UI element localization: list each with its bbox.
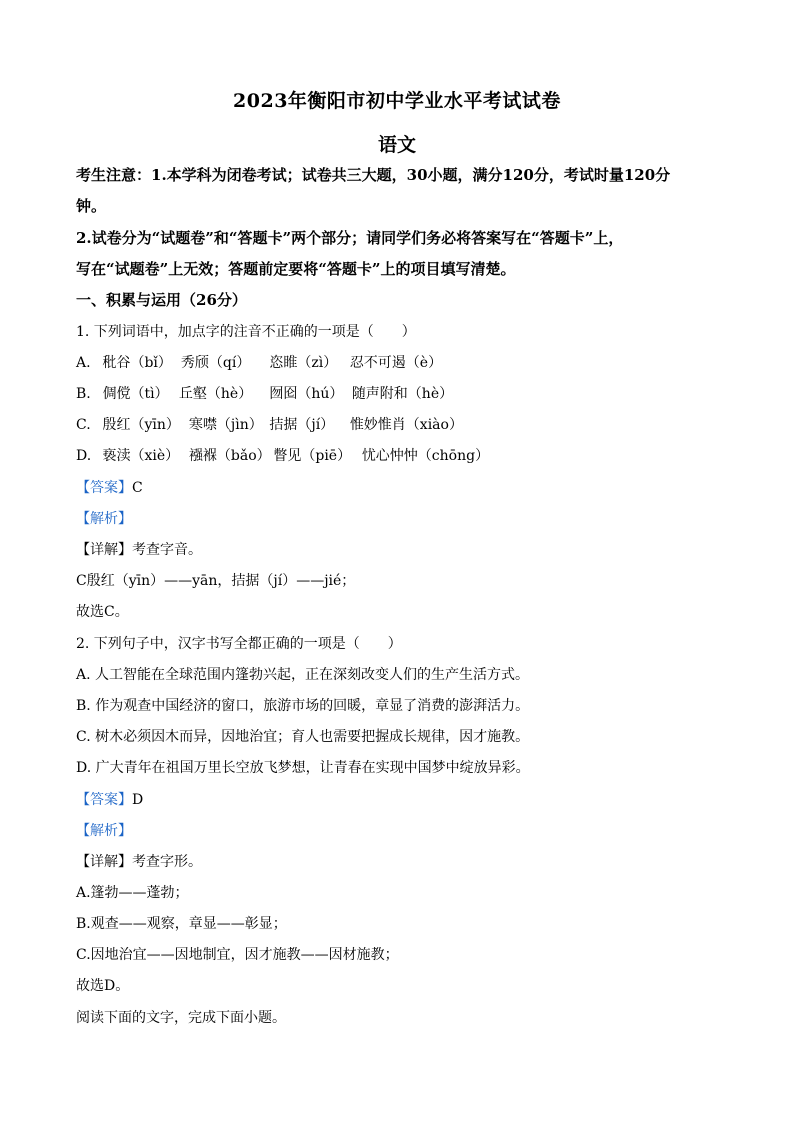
notice-line-2-cont: 写在“试题卷”上无效；答题前定要将“答题卡”上的项目填写清楚。 [76, 260, 516, 278]
q2-analysis-label: 【解析】 [76, 823, 132, 839]
option-word: 秕谷（bǐ） [102, 355, 172, 371]
q1-option-a [76, 353, 442, 373]
q1-detail: 【详解】考查字音。 [76, 542, 202, 558]
page-title: 2023年衡阳市初中学业水平考试试卷 [233, 90, 561, 112]
option-word: 随声附和（hè） [351, 386, 454, 402]
notice-line-1: 考生注意：1.本学科为闭卷考试；试卷共三大题，30小题，满分120分，考试时量120分 [76, 166, 671, 184]
option-letter: B. [76, 386, 91, 402]
q1-answer [76, 478, 143, 498]
q1-conclusion: 故选C。 [76, 604, 129, 620]
q1-explain: C殷红（yīn）——yān，拮据（jí）——jié； [76, 573, 356, 589]
q2-conclusion: 故选D。 [76, 978, 130, 994]
option-word: 秀颀（qí） [180, 355, 251, 371]
option-letter: A. [76, 355, 91, 371]
option-word: 倜傥（tì） [102, 386, 169, 402]
q2-answer [76, 790, 143, 810]
question-1-stem: 1. 下列词语中，加点字的注音不正确的一项是（ ） [76, 324, 416, 340]
option-letter: C. [76, 417, 91, 433]
q1-option-d [76, 446, 489, 466]
q1-option-b [76, 384, 453, 404]
q2-explain-b: B.观查——观察，章显——彰显； [76, 916, 287, 932]
option-word: 瞥见（piē） [273, 448, 352, 464]
option-letter: D. [76, 448, 92, 464]
option-word: 襁褓（bǎo） [188, 448, 271, 464]
notice-line-1-cont: 钟。 [76, 197, 107, 215]
option-word: 亵渎（xiè） [102, 448, 180, 464]
q1-analysis-label: 【解析】 [76, 511, 132, 527]
section-heading: 一、积累与运用（26分） [76, 291, 247, 309]
q2-option-a: A. 人工智能在全球范围内篷勃兴起，正在深刻改变人们的生产生活方式。 [76, 667, 530, 683]
answer-value: C [132, 480, 143, 496]
option-word: 恣睢（zì） [269, 355, 338, 371]
option-word: 丘壑（hè） [178, 386, 253, 402]
q2-option-c: C. 树木必须因木而异，因地治宜；育人也需要把握成长规律，因才施教。 [76, 729, 530, 745]
q2-detail: 【详解】考查字形。 [76, 854, 202, 870]
reading-instruction: 阅读下面的文字，完成下面小题。 [76, 1010, 286, 1026]
option-word: 殷红（yīn） [102, 417, 180, 433]
option-word: 忍不可遏（è） [349, 355, 443, 371]
question-2-stem: 2. 下列句子中，汉字书写全都正确的一项是（ ） [76, 636, 402, 652]
option-word: 惟妙惟肖（xiào） [349, 417, 463, 433]
answer-label: 【答案】 [76, 480, 132, 496]
option-word: 忧心忡忡（chōng） [361, 448, 490, 464]
answer-label: 【答案】 [76, 792, 132, 808]
notice-line-2: 2.试卷分为“试题卷”和“答题卡”两个部分；请同学们务必将答案写在“答题卡”上， [76, 229, 624, 247]
q1-option-c [76, 415, 463, 435]
q2-explain-a: A.篷勃——蓬勃； [76, 885, 189, 901]
q2-option-b: B. 作为观查中国经济的窗口，旅游市场的回暖，章显了消费的澎湃活力。 [76, 698, 530, 714]
option-word: 囫囵（hú） [269, 386, 344, 402]
q2-explain-c: C.因地治宜——因地制宜，因才施教——因材施教； [76, 947, 399, 963]
q2-option-d: D. 广大青年在祖国万里长空放飞梦想，让青春在实现中国梦中绽放异彩。 [76, 760, 530, 776]
option-word: 拮据（jí） [269, 417, 335, 433]
page-subtitle: 语文 [377, 134, 416, 156]
option-word: 寒噤（jìn） [188, 417, 263, 433]
answer-value: D [132, 792, 144, 808]
